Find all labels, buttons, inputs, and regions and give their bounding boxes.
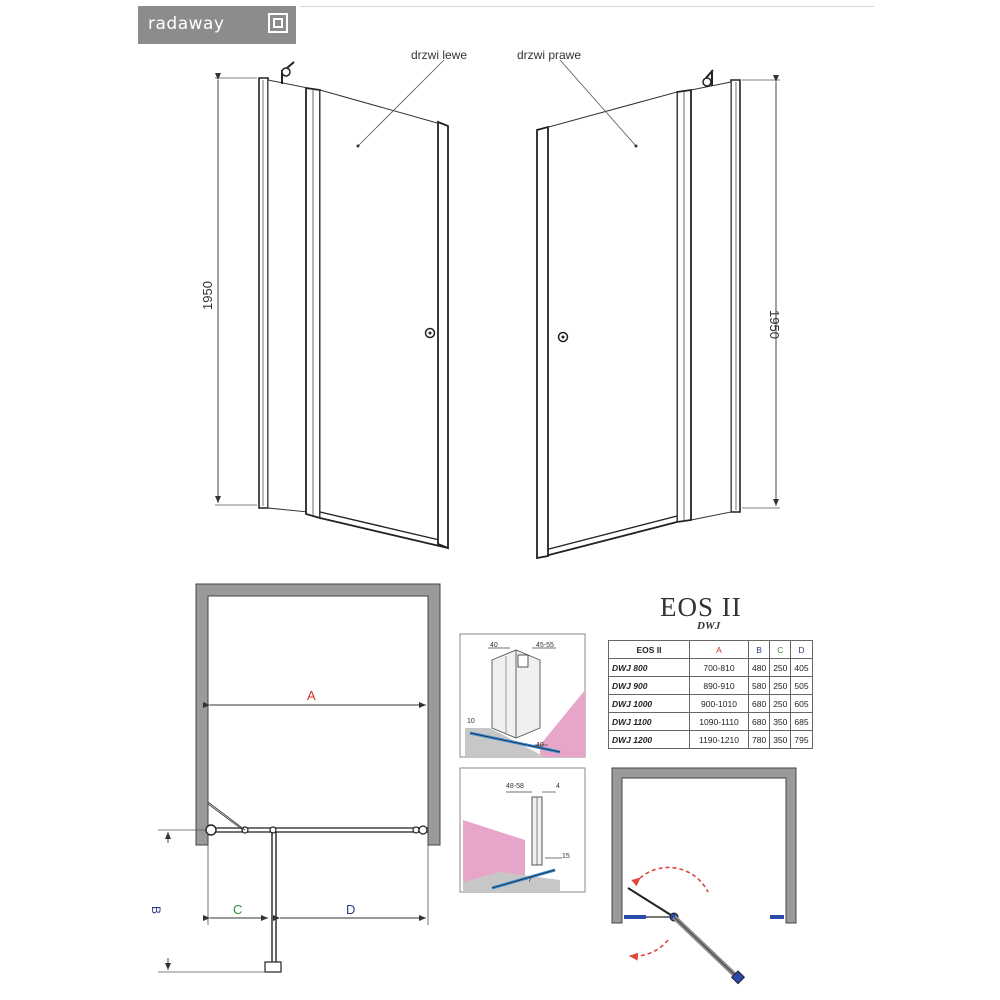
table-cell-model: DWJ 1000 [609,695,690,713]
profile-bottom-w3: 15 [562,853,570,860]
profile-top-w1: 40 [490,642,498,649]
table-cell-c: 250 [770,659,791,677]
table-cell-b: 580 [749,677,770,695]
profile-top-w3: 10 [467,718,475,725]
table-cell-a: 700-810 [690,659,749,677]
profile-top-w2: 45-55 [536,642,554,649]
table-cell-d: 795 [791,731,812,749]
table-cell-a: 890-910 [690,677,749,695]
table-cell-d: 505 [791,677,812,695]
table-cell-b: 780 [749,731,770,749]
table-header-d: D [791,641,812,659]
table-cell-c: 250 [770,677,791,695]
table-row [609,731,813,749]
left-door-elevation [215,60,448,548]
table-header-c: C [770,641,791,659]
table-row [609,659,813,677]
table-cell-model: DWJ 900 [609,677,690,695]
profile-detail-top [460,634,585,757]
table-cell-a: 1190-1210 [690,731,749,749]
table-row [609,713,813,731]
right-height-label: 1950 [767,310,782,339]
right-door-label: drzwi prawe [517,48,582,62]
table-row [609,695,813,713]
table-cell-a: 900-1010 [690,695,749,713]
table-cell-d: 685 [791,713,812,731]
profile-top-w4: 40 [536,742,544,749]
swing-plan [612,768,796,984]
table-cell-model: DWJ 1100 [609,713,690,731]
table-cell-c: 350 [770,731,791,749]
dimensions-table [608,640,813,749]
table-cell-model: DWJ 1200 [609,731,690,749]
table-cell-c: 350 [770,713,791,731]
table-header-b: B [749,641,770,659]
table-cell-a: 1090-1110 [690,713,749,731]
left-door-label: drzwi lewe [411,48,468,62]
profile-bottom-w1: 48-58 [506,783,524,790]
table-cell-c: 250 [770,695,791,713]
table-header-row [609,641,813,659]
dim-a-label: A [307,688,316,703]
dim-d-label: D [346,902,356,917]
table-cell-model: DWJ 800 [609,659,690,677]
table-row [609,677,813,695]
table-header-a: A [690,641,749,659]
right-door-elevation [537,60,780,558]
profile-bottom-w2: 4 [556,783,560,790]
table-cell-b: 680 [749,695,770,713]
dim-b-label: B [149,906,163,915]
product-subtitle: DWJ [697,620,721,632]
brand-logo-text: radaway [148,14,225,34]
table-cell-b: 480 [749,659,770,677]
left-height-label: 1950 [200,281,215,310]
table-cell-b: 680 [749,713,770,731]
plan-view [158,584,440,972]
dim-c-label: C [233,902,243,917]
table-cell-d: 605 [791,695,812,713]
table-header-model: EOS II [609,641,690,659]
profile-bottom-w4: 7 [528,877,532,884]
table-cell-d: 405 [791,659,812,677]
product-title: EOS II [660,592,742,622]
